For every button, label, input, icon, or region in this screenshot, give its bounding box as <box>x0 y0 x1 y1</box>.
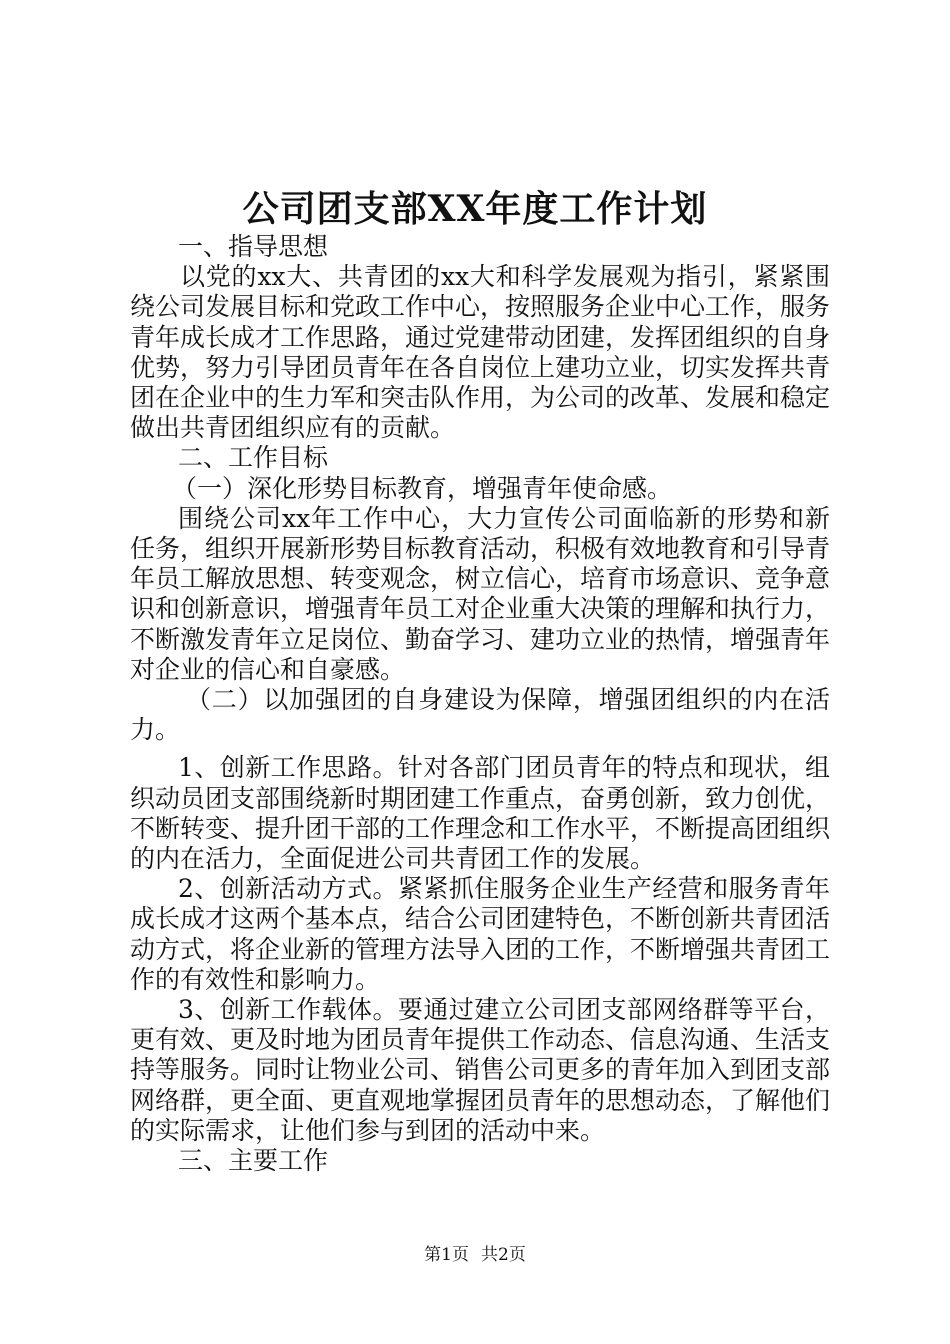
section-heading-guiding-ideology: 一、指导思想 <box>178 232 329 261</box>
paragraph-guiding-ideology: 以党的xx大、共青团的xx大和科学发展观为指引，紧紧围绕公司发展目标和党政工作中心，按照服务企业中心工作，服务青年成长成才工作思路，通过党建带动团建，发挥团组织的自身优势，努力引导团员青年在各自岗位上建功立业，切实发挥共青团在企业中的生力军和突击队作用，为公司的改革、发展和稳定做出共青团组织应有的贡献。 <box>130 262 831 443</box>
document-body <box>130 232 830 1176</box>
list-item-innovate-carriers: 3、创新工作载体。要通过建立公司团支部网络群等平台，更有效、更及时地为团员青年提供工作动态、信息沟通、生活支持等服务。同时让物业公司、销售公司更多的青年加入到团支部网络群，更全面、更直观地掌握团员青年的思想动态，了解他们的实际需求，让他们参与到团的活动中来。 <box>130 995 831 1145</box>
section-heading-work-goals: 二、工作目标 <box>178 443 329 473</box>
paragraph-goal-1: 围绕公司xx年工作中心，大力宣传公司面临新的形势和新任务，组织开展新形势目标教育活动，积极有效地教育和引导青年员工解放思想、转变观念，树立信心，培育市场意识、竞争意识和创新意识，增强青年员工对企业重大决策的理解和执行力，不断激发青年立足岗位、勤奋学习、建功立业的热情，增强青年对企业的信心和自豪感。 <box>130 503 831 684</box>
list-item-innovate-thinking: 1、创新工作思路。针对各部门团员青年的特点和现状，组织动员团支部围绕新时期团建工作重点，奋勇创新，致力创优，不断转变、提升团干部的工作理念和工作水平，不断提高团组织的内在活力，全面促进公司共青团工作的发展。 <box>130 753 831 874</box>
page-number-total: 共2页 <box>481 1245 526 1265</box>
page-footer <box>0 1244 950 1266</box>
subheading-goal-2: （二）以加强团的自身建设为保障，增强团组织的内在活力。 <box>130 685 830 745</box>
list-item-innovate-activities: 2、创新活动方式。紧紧抓住服务企业生产经营和服务青年成长成才这两个基本点，结合公司团建特色，不断创新共青团活动方式，将企业新的管理方法导入团的工作，不断增强共青团工作的有效性和影响力。 <box>130 874 831 994</box>
subheading-goal-1: （一）深化形势目标教育，增强青年使命感。 <box>172 473 673 503</box>
section-heading-main-work: 三、主要工作 <box>178 1146 329 1176</box>
document-title: 公司团支部XX年度工作计划 <box>242 188 708 230</box>
page-number-current: 第1页 <box>424 1245 469 1265</box>
